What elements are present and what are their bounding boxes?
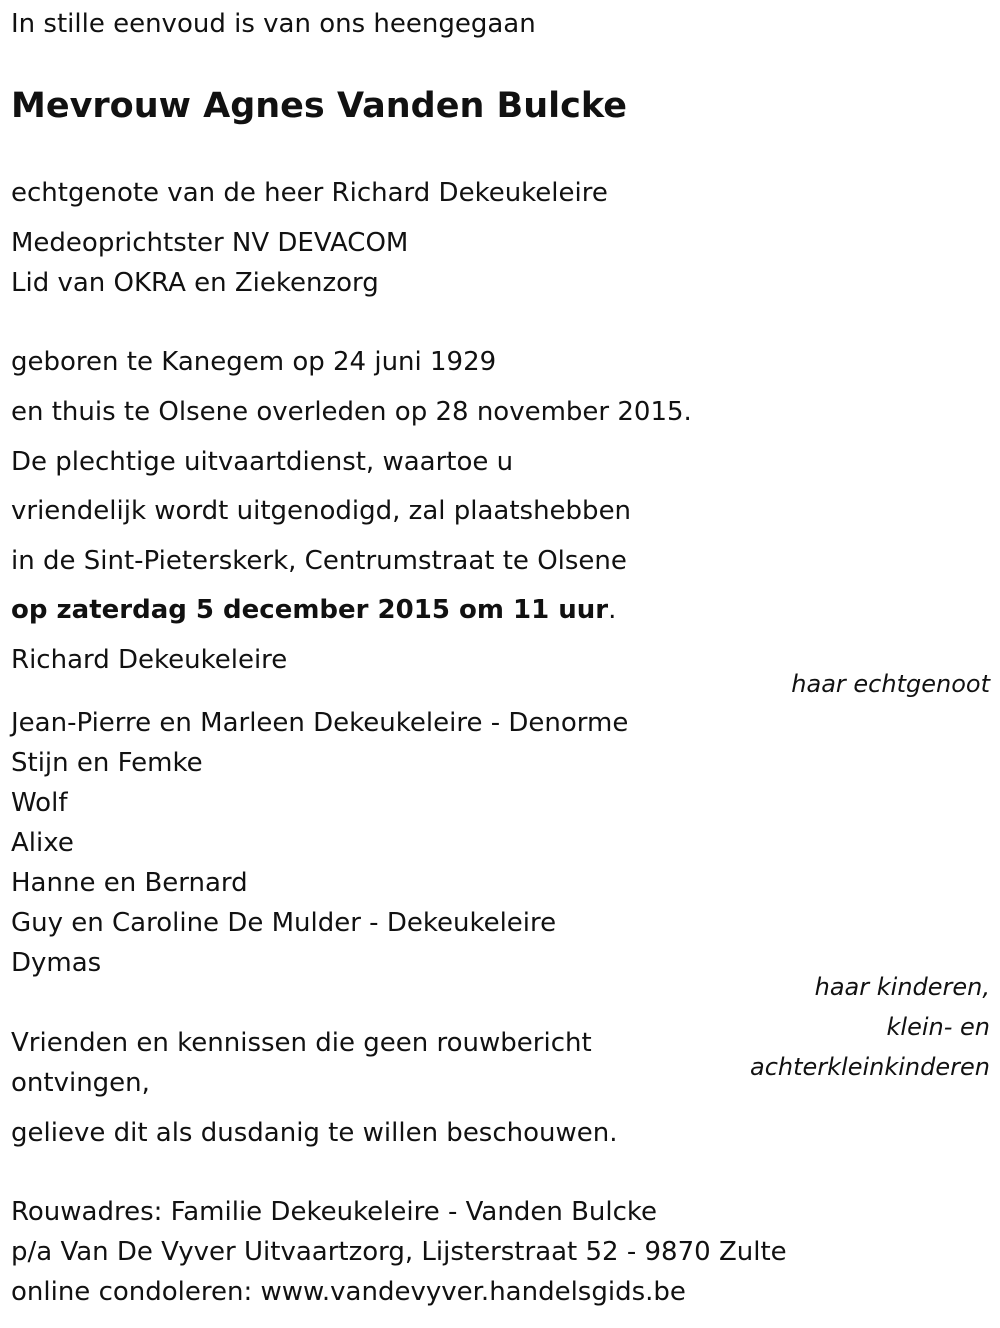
family-line: Alixe [11, 828, 74, 858]
ceremony-line: in de Sint-Pieterskerk, Centrumstraat te Olsene [11, 546, 627, 576]
family-line: Dymas [11, 948, 102, 978]
ceremony-date-line [11, 590, 616, 630]
birth-line: geboren te Kanegem op 24 juni 1929 [11, 347, 497, 377]
address-line: p/a Van De Vyver Uitvaartzorg, Lijsterstraat 52 - 9870 Zulte [11, 1237, 787, 1267]
affiliation-line: Medeoprichtster NV DEVACOM [11, 228, 409, 258]
ceremony-date: op zaterdag 5 december 2015 om 11 uur [11, 595, 609, 625]
notice-line: ontvingen, [11, 1068, 150, 1098]
family-role-line: achterkleinkinderen [750, 1053, 990, 1081]
husband-role: haar echtgenoot [791, 670, 990, 698]
family-role-line: klein- en [886, 1013, 990, 1041]
family-line: Stijn en Femke [11, 748, 203, 778]
ceremony-line: De plechtige uitvaartdienst, waartoe u [11, 447, 514, 477]
condolence-link: online condoleren: www.vandevyver.handelsgids.be [11, 1277, 686, 1307]
family-line: Wolf [11, 788, 68, 818]
ceremony-line: vriendelijk wordt uitgenodigd, zal plaatshebben [11, 496, 632, 526]
deceased-name: Mevrouw Agnes Vanden Bulcke [11, 86, 627, 126]
family-line: Hanne en Bernard [11, 868, 248, 898]
intro-text: In stille eenvoud is van ons heengegaan [11, 9, 536, 39]
notice-line: Vrienden en kennissen die geen rouwbericht [11, 1028, 592, 1058]
husband-name: Richard Dekeukeleire [11, 645, 288, 675]
family-role-line: haar kinderen, [814, 973, 990, 1001]
family-line: Jean-Pierre en Marleen Dekeukeleire - Denorme [11, 708, 629, 738]
death-line: en thuis te Olsene overleden op 28 november 2015. [11, 397, 692, 427]
address-line: Rouwadres: Familie Dekeukeleire - Vanden Bulcke [11, 1197, 658, 1227]
ceremony-date-punctuation: . [608, 595, 617, 625]
affiliation-line: Lid van OKRA en Ziekenzorg [11, 268, 379, 298]
family-line: Guy en Caroline De Mulder - Dekeukeleire [11, 908, 557, 938]
notice-line: gelieve dit als dusdanig te willen beschouwen. [11, 1118, 618, 1148]
spouse-line: echtgenote van de heer Richard Dekeukeleire [11, 178, 608, 208]
